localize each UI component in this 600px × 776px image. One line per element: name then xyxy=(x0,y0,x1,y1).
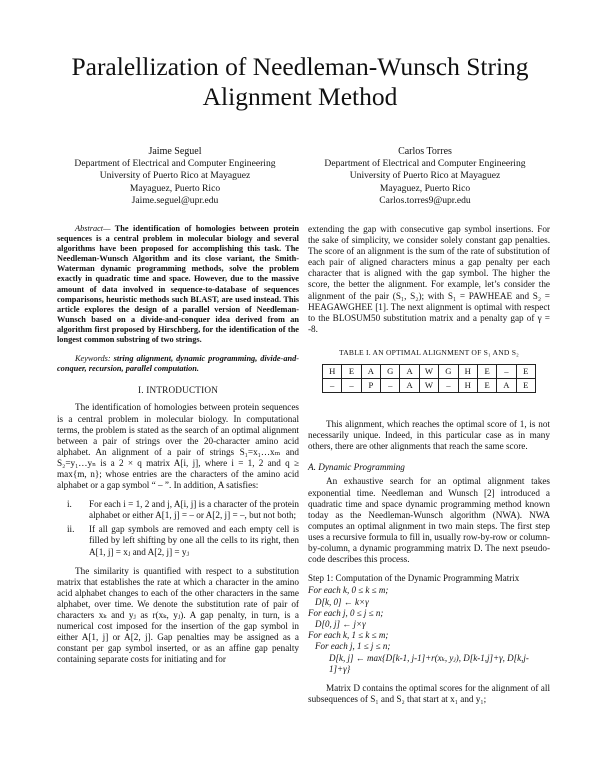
author-city: Mayaguez, Puerto Rico xyxy=(379,182,471,194)
table-cell: P xyxy=(361,379,380,393)
table-cell: – xyxy=(342,379,361,393)
author-name: Carlos Torres xyxy=(398,146,452,157)
right-paragraph-4: Matrix D contains the optimal scores for the alignment of all subsequences of S₁ and S₂ that start at x₁ and y₁; xyxy=(308,682,550,705)
author-university: University of Puerto Rico at Mayaguez xyxy=(99,170,251,182)
abstract-text: The identification of homologies between protein sequences is a central problem in molecular biology and several algorithms have been proposed for accomplishing this task. The Needleman-Wunsch Algorithm and its close variant, the Smith-Waterman dynamic programming methods, solve the problem exactly in quadratic time and space. However, due to the massive amount of data involved in sequence-to-database of sequences comparisons, heuristic methods such BLAST, are used instead. This article explores the design of a parallel version of Needleman-Wunsch based on a divide-and-conquer idea derived from an algorithm first proposed by Hirschberg, for the identification of the longest common substring of two strings. xyxy=(57,224,299,345)
pseudo-code-step: Step 1: Computation of the Dynamic Programming Matrix xyxy=(308,573,520,584)
pseudo-code-line: For each k, 0 ≤ k ≤ m; xyxy=(308,585,389,596)
author-email: Carlos.torres9@upr.edu xyxy=(379,194,471,206)
table-cell: E xyxy=(477,379,496,393)
pseudo-code-line: D[k, j] ← max{D[k-1, j-1]+r(xₖ, yⱼ), D[k-1,j]+γ, D[k,j-1]+γ} xyxy=(329,652,529,674)
paper-title xyxy=(50,52,550,112)
table-row xyxy=(323,365,536,379)
table-cell: H xyxy=(323,365,342,379)
table-cell: – xyxy=(323,379,342,393)
keywords xyxy=(57,354,299,374)
table-caption: TABLE I. AN OPTIMAL ALIGNMENT OF S₁ AND S₂ xyxy=(339,347,519,357)
right-paragraph-1: extending the gap with consecutive gap symbol insertions. For the sake of simplicity, we consider solely constant gap penalties. The score of an alignment is the sum of the rate of substitution of each pair of aligned characters minus a gap penalty per each character that is aligned with the gap symbol. The higher the score, the better the alignment. For example, let’s consider the alignment of the pair (S₁, S₂); with S₁ = PAWHEAE and S₂ = HEAGAWGHEE [1]. The next alignment is optimal with respect to the BLOSUM50 substitution matrix and a penalty gap of γ = -8. xyxy=(308,224,550,334)
right-paragraph-2: This alignment, which reaches the optimal score of 1, is not necessarily unique. Indeed, in this particular case as in many others, there are other alignments that reach the same score. xyxy=(308,419,550,452)
condition-text: For each i = 1, 2 and j, A[i, j] is a character of the protein alphabet or either A[1, j] = – or A[2, j] = –, but not both; xyxy=(89,499,299,521)
author-1 xyxy=(50,146,300,207)
table-cell: – xyxy=(497,365,516,379)
table-cell: A xyxy=(361,365,380,379)
table-cell: E xyxy=(516,379,535,393)
table-row xyxy=(323,379,536,393)
table-cell: – xyxy=(381,379,400,393)
author-university: University of Puerto Rico at Mayaguez xyxy=(349,170,501,182)
table-cell: A xyxy=(400,379,419,393)
pseudo-code-line: D[0, j] ← j×γ xyxy=(315,618,366,629)
condition-item xyxy=(57,524,299,557)
table-cell: W xyxy=(419,379,438,393)
right-paragraph-3: An exhaustive search for an optimal alignment takes exponential time. Needleman and Wunsch [2] introduced a quadratic time and space dynamic programming method known today as the Needleman-Wunsch algorithm (NWA). NWA computes an optimal alignment in two main steps. The first step uses a recursive formula to fill in, usually row-by-row or column-by-column, a dynamic programming matrix D. The next pseudo-code describes this process. xyxy=(308,476,550,565)
keywords-lead: Keywords: xyxy=(75,354,111,364)
table-cell: G xyxy=(381,365,400,379)
intro-paragraph-1: The identification of homologies between protein sequences is a central problem in molecular biology. In computational terms, the problem is stated as the search of an optimal alignment between a pair of strings over the 20-character amino acid alphabet. An alignment of a pair of strings S₁=x₁…xₘ and S₂=y₁…yₙ is a 2 × q matrix A[i, j], where i = 1, 2 and q ≥ max{m, n}; whose entries are the characters of the amino acid alphabet or a gap symbol “ – ”. In addition, A satisfies: xyxy=(57,402,299,491)
right-column xyxy=(308,224,550,705)
author-department: Department of Electrical and Computer Engineering xyxy=(74,158,276,170)
pseudo-code-line: For each j, 0 ≤ j ≤ n; xyxy=(308,607,384,618)
section-heading-introduction: I. INTRODUCTION xyxy=(137,385,219,396)
title-line-2: Alignment Method xyxy=(202,82,398,111)
abstract xyxy=(57,224,299,345)
table-cell: A xyxy=(497,379,516,393)
author-name: Jaime Seguel xyxy=(148,146,202,157)
table-cell: E xyxy=(516,365,535,379)
keywords-text: string alignment, dynamic programming, divide-and-conquer, recursion, parallel computation. xyxy=(57,354,299,374)
condition-item xyxy=(57,499,299,521)
author-block xyxy=(50,146,550,208)
author-email: Jaime.seguel@upr.edu xyxy=(131,194,219,206)
table-cell: E xyxy=(477,365,496,379)
author-2 xyxy=(300,146,550,207)
pseudo-code-line: For each k, 1 ≤ k ≤ m; xyxy=(308,630,389,641)
table-cell: W xyxy=(419,365,438,379)
abstract-lead: Abstract— xyxy=(75,224,111,233)
author-city: Mayaguez, Puerto Rico xyxy=(129,182,221,194)
condition-number: i. xyxy=(67,499,72,510)
condition-text: If all gap symbols are removed and each empty cell is filled by left shifting by one all the cells to its right, then A[1, j] = xⱼ and A[2, j] = yⱼ xyxy=(89,524,299,557)
table-cell: H xyxy=(458,379,477,393)
table-cell: A xyxy=(400,365,419,379)
table-cell: – xyxy=(439,379,458,393)
left-column xyxy=(57,224,299,665)
alignment-table xyxy=(322,364,536,393)
table-cell: G xyxy=(439,365,458,379)
pseudo-code-line: D[k, 0] ← k×γ xyxy=(315,596,369,607)
author-department: Department of Electrical and Computer Engineering xyxy=(324,158,526,170)
table-cell: H xyxy=(458,365,477,379)
pseudo-code xyxy=(308,573,550,675)
condition-number: ii. xyxy=(67,524,75,535)
pseudo-code-line: For each j, 1 ≤ j ≤ n; xyxy=(315,641,391,652)
subsection-heading-dynamic-programming: A. Dynamic Programming xyxy=(308,462,405,473)
title-line-1: Paralellization of Needleman-Wunsch String xyxy=(71,52,529,81)
condition-list xyxy=(57,499,299,557)
table-cell: E xyxy=(342,365,361,379)
intro-paragraph-2: The similarity is quantified with respect to a substitution matrix that establishes the rate at which a character in the amino acid alphabet changes to each of the other characters in the same alphabet, over time. We denote the substitution rate of pair of characters xₖ and yⱼ as r(xₖ, yⱼ). A gap penalty, in turn, is a numerical cost imposed for the insertion of the gap symbol in either A[1, j] or A[2, j]. Gap penalties may be assigned as a constant per gap symbol inserted, or as an affine gap penalty containing separate costs for initiating and for xyxy=(57,565,299,665)
